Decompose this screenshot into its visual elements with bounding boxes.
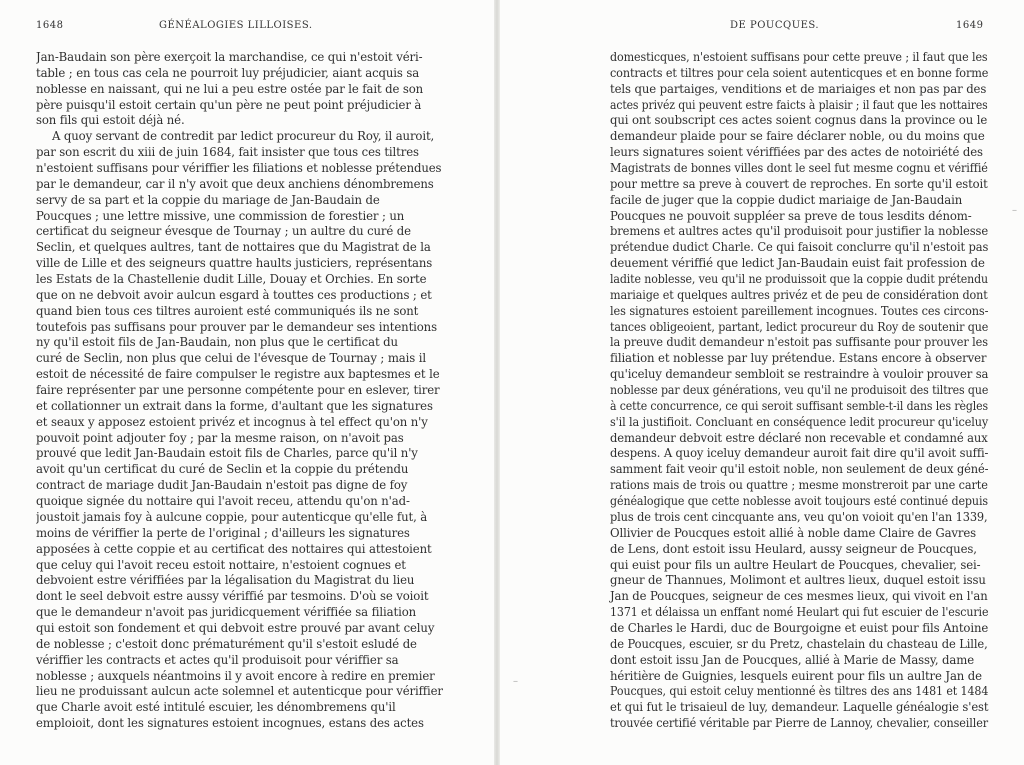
text-line: table ; en tous cas cela ne pourroit luy préjudicier, aiant acquis sa [36, 65, 420, 80]
text-line: actes privéz qui peuvent estre faicts à plaisir ; il faut que les nottaires [610, 97, 988, 112]
text-line: par son escrit du xiii de juin 1684, fait insister que tous ces tiltres [36, 145, 419, 160]
right-page-number: 1649 [956, 20, 984, 31]
text-line: que Charle avoit esté intitulé escuier, les dénombremens qu'il [36, 700, 396, 715]
text-line: ny qu'il estoit fils de Jan-Baudain, non plus que le certificat du [36, 335, 398, 350]
text-line: demandeur debvoit estre déclaré non recevable et condamné aux [610, 430, 988, 445]
text-line: vériffier les contracts et actes qu'il produisoit pour vériffier sa [36, 652, 399, 667]
text-line: quand bien tous ces tiltres auroient esté communiqués ils ne sont [36, 303, 419, 318]
text-line: n'estoient suffisans pour vériffier les filiations et noblesse prétendues [36, 161, 442, 176]
text-line: que le demandeur n'avoit pas juridicquement vériffiée sa filiation [36, 605, 417, 620]
text-line: de Lens, dont estoit issu Heulard, aussy seigneur de Poucques, [610, 541, 977, 556]
text-line: de noblesse ; c'estoit donc prématurément qu'il s'estoit esludé de [36, 636, 417, 651]
text-line: noblesse par deux générations, veu qu'il ne produisoit des tiltres que [610, 383, 989, 398]
text-line: contracts et tiltres pour cela soient autenticques et en bonne forme [610, 65, 989, 80]
left-page [0, 0, 497, 765]
text-line: faire représenter par une personne compétente pour en eslever, tirer [36, 383, 440, 398]
text-line: 1371 et délaissa un enffant nomé Heulart qui fut escuier de l'escurie [610, 605, 989, 620]
right-running-head: DE POUCQUES. [730, 20, 820, 31]
text-line: les signatures estoient pareillement incognues. Toutes ces circons- [610, 303, 989, 318]
text-line: généalogique que cette noblesse avoit toujours esté continué depuis [610, 494, 988, 509]
text-line: servy de sa part et la coppie du mariage de Jan-Baudain de [36, 192, 380, 207]
text-line: rations mais de trois ou quattre ; mesme monstreroit par une carte [610, 478, 988, 493]
text-line: ville de Lille et des seigneurs quattre haults justiciers, représentans [36, 256, 433, 271]
text-line: noblesse en naissant, qui ne lui a peu estre ostée par le fait de son [36, 81, 424, 96]
text-line: certificat du seigneur évesque de Tournay ; un aultre du curé de [36, 224, 411, 239]
text-line: qui ont soubscript ces actes soient cognus dans la province ou le [610, 113, 988, 128]
text-line: s'il la justifioit. Concluant en conséquence ledit procureur qu'iceluy [610, 414, 989, 429]
text-line: qui euist pour fils un aultre Heulart de Poucques, chevalier, sei- [610, 557, 981, 572]
text-line: demandeur plaide pour se faire déclarer noble, ou du moins que [610, 129, 985, 144]
text-line: son fils qui estoit déjà né. [36, 113, 185, 128]
text-line: facile de juger que la coppie dudict mariaige de Jan-Baudain [610, 192, 963, 207]
text-line: Seclin, et quelques aultres, tant de nottaires que du Magistrat de la [36, 240, 431, 255]
text-line: pouvoit point adjouter foy ; par la mesme raison, on n'avoit pas [36, 430, 404, 445]
text-line: leurs signatures soient vériffiées par des actes de notoiriété des [610, 145, 983, 160]
text-line: de Poucques, escuier, sr du Pretz, chastelain du chasteau de Lille, [610, 636, 988, 651]
text-line: Poucques, qui estoit celuy mentionné ès tiltres des ans 1481 et 1484 [610, 684, 989, 699]
text-line: Poucques ne pouvoit suppléer sa preve de tous lesdits dénom- [610, 208, 972, 223]
text-line: par le demandeur, car il n'y avoit que deux anchiens dénombremens [36, 176, 434, 191]
text-line: emploioit, dont les signatures estoient incognues, estans des actes [36, 716, 424, 731]
text-line: apposées à cette coppie et au certificat des nottaires qui attestoient [36, 541, 432, 556]
text-line: Jan-Baudain son père exerçoit la marchandise, ce qui n'estoit véri- [36, 50, 423, 64]
text-line: et seaux y apposez estoient privéz et incognus à tel effect qu'on n'y [36, 414, 428, 429]
text-line: noblesse ; auxquels néantmoins il y avoit encore à redire en premier [36, 668, 435, 683]
text-line: tances obligeoient, partant, ledict procureur du Roy de soutenir que [610, 319, 989, 334]
text-line: curé de Seclin, non plus que celui de l'évesque de Tournay ; mais il [36, 351, 426, 366]
text-line: qu'iceluy demandeur sembloit se restraindre à vouloir prouver sa [610, 367, 989, 382]
text-line: que on ne debvoit avoir aulcun esgard à touttes ces productions ; et [36, 287, 432, 302]
text-line: Jan de Poucques, seigneur de ces mesmes lieux, qui vivoit en l'an [610, 589, 988, 604]
text-line: lieu ne produissant aulcun acte solemnel et autenticque pour vériffier [36, 684, 443, 699]
left-page-number: 1648 [36, 20, 64, 31]
left-page-body [36, 50, 476, 732]
text-line: avoit qu'un certificat du curé de Seclin et la coppie du prétendu [36, 462, 409, 477]
text-line: deuement vériffié que ledict Jan-Baudain euist fait profession de [610, 256, 985, 271]
text-line: ladite noblesse, veu qu'il ne produissoit que la coppie dudit prétendu [610, 272, 989, 287]
text-line: debvoient estre vériffiées par la légalisation du Magistrat du lieu [36, 573, 415, 588]
text-line: mariaige et quelques aultres privéz et de peu de considération dont [610, 287, 988, 302]
text-line: despens. A quoy iceluy demandeur auroit fait dire qu'il avoit suffi- [610, 446, 989, 461]
text-line: de Charles le Hardi, duc de Bourgoigne et euist pour fils Antoine [610, 620, 988, 635]
text-line: dont le seel debvoit estre aussy vériffié par tesmoins. D'où se voioit [36, 589, 429, 604]
text-line: à cette concurrence, ce qui seroit suffisant semble-t-il dans les règles [610, 398, 988, 413]
text-line: gneur de Thannues, Molimont et aultres lieux, duquel estoit issu [610, 573, 986, 588]
text-line: et qui fut le trisaieul de luy, demandeur. Laquelle généalogie s'est [610, 700, 989, 715]
text-line: filiation et noblesse par luy prétendue. Estans encore à observer [610, 351, 987, 366]
text-line: domesticques, n'estoient suffisans pour cette preuve ; il faut que les [610, 50, 988, 64]
text-line: père puisqu'il estoit certain qu'un père ne peut point préjudicier à [36, 97, 422, 112]
text-line: toutefois pas suffisans pour prouver par le demandeur ses intentions [36, 319, 437, 334]
margin-mark: – [513, 676, 518, 687]
left-running-head: GÉNÉALOGIES LILLOISES. [159, 20, 313, 31]
right-page [497, 0, 1024, 765]
text-line: samment fait veoir qu'il estoit noble, non seulement de deux géné- [610, 462, 989, 477]
text-line: tels que partaiges, venditions et de mariaiges et non pas par des [610, 81, 987, 96]
text-line: prétendue dudict Charle. Ce qui faisoit conclurre qu'il n'estoit pas [610, 240, 989, 255]
text-line: contract de mariage dudit Jan-Baudain n'estoit pas digne de foy [36, 478, 408, 493]
text-line: Magistrats de bonnes villes dont le seel fut mesme cognu et vériffié [610, 161, 988, 176]
text-line: trouvée certifié véritable par Pierre de Lannoy, chevalier, conseiller [610, 716, 989, 731]
text-line: pour mettre sa preve à couvert de reproches. En sorte qu'il estoit [610, 176, 988, 191]
right-page-body [610, 50, 988, 732]
text-line: les Estats de la Chastellenie dudit Lille, Douay et Orchies. En sorte [36, 272, 427, 287]
text-line: que celuy qui l'avoit receu estoit nottaire, n'estoient cognues et [36, 557, 406, 572]
text-line: quoique signée du nottaire qui l'avoit receu, attendu qu'on n'ad- [36, 494, 410, 509]
text-line: estoit de nécessité de faire compulser le registre aux baptesmes et le [36, 367, 440, 382]
text-line: joustoit jamais foy à aulcune coppie, pour autenticque qu'elle fut, à [36, 509, 428, 524]
text-line: bremens et aultres actes qu'il produisoit pour justifier la noblesse [610, 224, 989, 239]
text-line: dont estoit issu Jan de Poucques, allié à Marie de Massy, dame [610, 652, 975, 667]
text-line: A quoy servant de contredit par ledict procureur du Roy, il auroit, [52, 129, 435, 144]
text-line: plus de trois cent cincquante ans, veu qu'on voioit qu'en l'an 1339, [610, 509, 988, 524]
text-line: la preuve dudit demandeur n'estoit pas suffisante pour prouver les [610, 335, 988, 350]
text-line: Poucques ; une lettre missive, une commission de forestier ; un [36, 208, 405, 223]
text-line: héritière de Guignies, lesquels euirent pour fils un aultre Jan de [610, 668, 982, 683]
text-line: Ollivier de Poucques estoit allié à noble dame Claire de Gavres [610, 525, 977, 540]
margin-mark: – [1012, 205, 1017, 216]
text-line: et collationner un extrait dans la forme, d'aultant que les signatures [36, 398, 433, 413]
text-line: prouvé que ledit Jan-Baudain estoit fils de Charles, parce qu'il n'y [36, 446, 418, 461]
text-line: moins de vériffier la perte de l'original ; d'ailleurs les signatures [36, 525, 410, 540]
text-line: qui estoit son fondement et qui debvoit estre prouvé par avant celuy [36, 620, 435, 635]
